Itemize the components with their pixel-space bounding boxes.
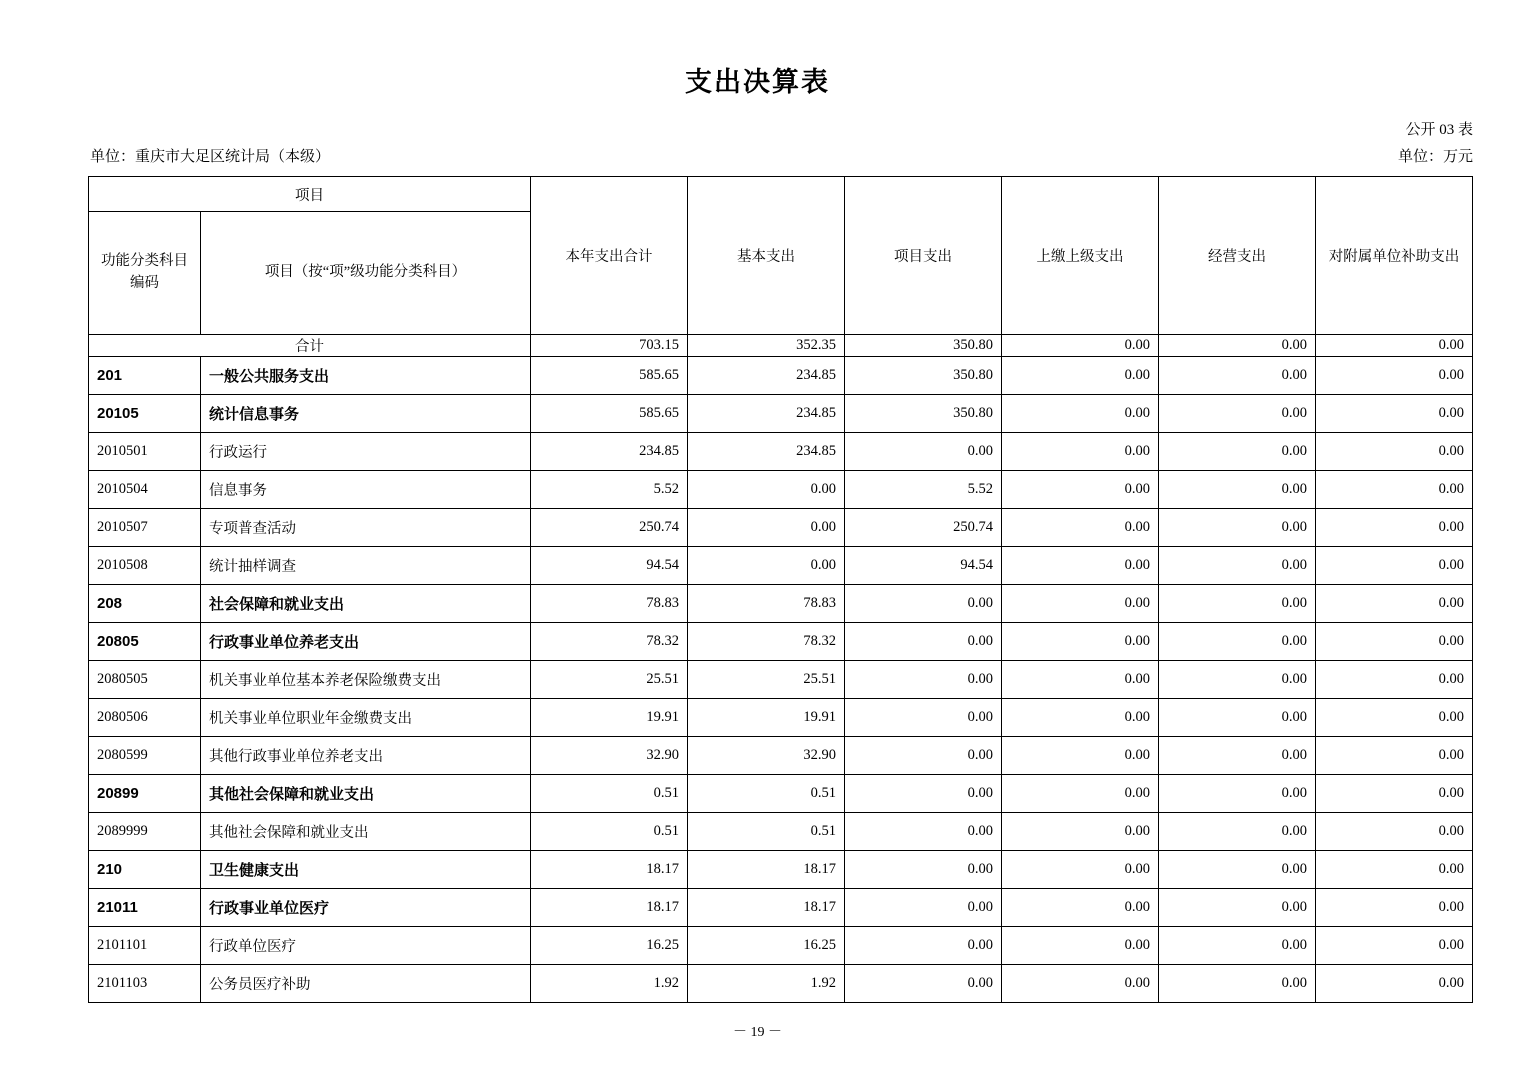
row-value: 0.00: [1159, 509, 1316, 547]
table-row: [89, 547, 1473, 585]
row-code: 2010507: [89, 509, 201, 547]
header-col-code-line1: 功能分类科目: [101, 253, 188, 270]
row-value: 78.32: [688, 623, 845, 661]
row-value: 0.00: [845, 775, 1002, 813]
table-row: [89, 775, 1473, 813]
header-col-code-line2: 编码: [130, 275, 159, 291]
row-value: 0.00: [1002, 851, 1159, 889]
row-value: 0.00: [1316, 737, 1473, 775]
row-code: 20805: [89, 623, 201, 661]
row-value: 0.00: [845, 737, 1002, 775]
row-value: 250.74: [845, 509, 1002, 547]
row-value: 0.00: [1316, 851, 1473, 889]
row-value: 78.83: [688, 585, 845, 623]
row-value: 18.17: [688, 851, 845, 889]
total-value: 0.00: [1316, 335, 1473, 357]
row-name: 机关事业单位基本养老保险缴费支出: [201, 661, 531, 699]
row-value: 0.00: [1002, 775, 1159, 813]
row-value: 78.83: [531, 585, 688, 623]
row-value: 0.00: [845, 889, 1002, 927]
row-value: 18.17: [688, 889, 845, 927]
row-value: 0.00: [1002, 623, 1159, 661]
total-value: 0.00: [1002, 335, 1159, 357]
row-code: 208: [89, 585, 201, 623]
table-row: [89, 471, 1473, 509]
row-value: 0.00: [688, 509, 845, 547]
row-value: 0.00: [1002, 965, 1159, 1003]
table-body: [89, 335, 1473, 1003]
row-code: 2080599: [89, 737, 201, 775]
row-name: 行政运行: [201, 433, 531, 471]
total-value: 0.00: [1159, 335, 1316, 357]
row-value: 0.00: [1316, 509, 1473, 547]
row-value: 5.52: [531, 471, 688, 509]
row-value: 0.00: [845, 699, 1002, 737]
row-value: 0.00: [688, 471, 845, 509]
row-value: 0.00: [1002, 813, 1159, 851]
total-label: 合计: [89, 335, 531, 357]
row-name: 统计抽样调查: [201, 547, 531, 585]
unit-label: 单位：重庆市大足区统计局（本级）: [90, 149, 331, 165]
row-value: 32.90: [688, 737, 845, 775]
row-value: 0.00: [1159, 547, 1316, 585]
row-value: 25.51: [688, 661, 845, 699]
row-value: 0.51: [531, 813, 688, 851]
header-col-code: [89, 212, 201, 335]
table-row: [89, 965, 1473, 1003]
row-value: 350.80: [845, 395, 1002, 433]
table-row: [89, 699, 1473, 737]
row-value: 94.54: [531, 547, 688, 585]
row-value: 0.00: [1159, 699, 1316, 737]
table-row: [89, 509, 1473, 547]
row-value: 0.00: [1316, 927, 1473, 965]
row-code: 2010508: [89, 547, 201, 585]
table-row: [89, 813, 1473, 851]
row-value: 16.25: [688, 927, 845, 965]
table-row: [89, 585, 1473, 623]
header-col-subsidy: 对附属单位补助支出: [1316, 177, 1473, 335]
header-col-project: 项目支出: [845, 177, 1002, 335]
table-row: [89, 623, 1473, 661]
table-head: [89, 177, 1473, 335]
row-value: 5.52: [845, 471, 1002, 509]
row-code: 2101103: [89, 965, 201, 1003]
row-value: 0.00: [1316, 775, 1473, 813]
row-name: 公务员医疗补助: [201, 965, 531, 1003]
row-value: 0.00: [845, 433, 1002, 471]
row-value: 0.00: [1159, 471, 1316, 509]
table-row: [89, 395, 1473, 433]
row-value: 1.92: [688, 965, 845, 1003]
row-value: 0.00: [1159, 889, 1316, 927]
row-value: 94.54: [845, 547, 1002, 585]
row-value: 0.00: [1159, 623, 1316, 661]
row-name: 其他社会保障和就业支出: [201, 813, 531, 851]
row-value: 0.00: [1316, 965, 1473, 1003]
total-value: 352.35: [688, 335, 845, 357]
row-value: 0.51: [531, 775, 688, 813]
row-value: 0.00: [1316, 623, 1473, 661]
row-value: 234.85: [531, 433, 688, 471]
row-value: 78.32: [531, 623, 688, 661]
header-col-name: 项目（按“项”级功能分类科目）: [201, 212, 531, 335]
table-row: [89, 927, 1473, 965]
row-value: 0.00: [1159, 737, 1316, 775]
table-row: [89, 433, 1473, 471]
row-value: 0.00: [1159, 965, 1316, 1003]
row-value: 32.90: [531, 737, 688, 775]
row-value: 234.85: [688, 357, 845, 395]
row-value: 585.65: [531, 395, 688, 433]
header-col-total: 本年支出合计: [531, 177, 688, 335]
row-name: 卫生健康支出: [201, 851, 531, 889]
row-value: 25.51: [531, 661, 688, 699]
page-title: 支出决算表: [685, 67, 830, 97]
row-value: 0.00: [1002, 737, 1159, 775]
row-value: 0.00: [845, 813, 1002, 851]
row-name: 行政单位医疗: [201, 927, 531, 965]
row-value: 19.91: [688, 699, 845, 737]
row-value: 0.00: [845, 585, 1002, 623]
row-value: 350.80: [845, 357, 1002, 395]
row-value: 0.00: [1159, 813, 1316, 851]
row-value: 0.00: [1316, 547, 1473, 585]
row-value: 234.85: [688, 433, 845, 471]
row-value: 0.00: [1159, 395, 1316, 433]
row-code: 2080505: [89, 661, 201, 699]
row-value: 234.85: [688, 395, 845, 433]
row-value: 0.00: [1316, 433, 1473, 471]
row-value: 0.00: [845, 661, 1002, 699]
table-row: [89, 851, 1473, 889]
table-row: [89, 737, 1473, 775]
row-name: 信息事务: [201, 471, 531, 509]
expenditure-table: [88, 176, 1473, 1003]
row-value: 0.00: [1002, 395, 1159, 433]
row-value: 0.00: [1316, 699, 1473, 737]
row-value: 16.25: [531, 927, 688, 965]
total-value: 703.15: [531, 335, 688, 357]
row-value: 0.00: [1002, 509, 1159, 547]
row-value: 0.00: [1002, 471, 1159, 509]
row-value: 0.00: [1159, 661, 1316, 699]
row-code: 21011: [89, 889, 201, 927]
row-code: 2010504: [89, 471, 201, 509]
row-value: 0.00: [1316, 395, 1473, 433]
row-value: 0.00: [1159, 775, 1316, 813]
table-row: [89, 661, 1473, 699]
row-value: 0.00: [1316, 813, 1473, 851]
row-value: 0.00: [1316, 585, 1473, 623]
row-name: 行政事业单位医疗: [201, 889, 531, 927]
row-value: 19.91: [531, 699, 688, 737]
row-code: 201: [89, 357, 201, 395]
row-value: 0.00: [1002, 699, 1159, 737]
row-value: 0.00: [1316, 357, 1473, 395]
row-value: 0.00: [1316, 889, 1473, 927]
row-value: 0.00: [845, 965, 1002, 1003]
row-code: 20899: [89, 775, 201, 813]
row-value: 0.00: [1159, 357, 1316, 395]
header-group-item: 项目: [89, 177, 531, 212]
row-name: 专项普查活动: [201, 509, 531, 547]
row-name: 其他行政事业单位养老支出: [201, 737, 531, 775]
table-header-row-1: [89, 177, 1473, 212]
table-row: [89, 889, 1473, 927]
table-row: [89, 357, 1473, 395]
row-name: 一般公共服务支出: [201, 357, 531, 395]
page-number: － 19 －: [733, 1025, 782, 1040]
row-value: 0.00: [1159, 927, 1316, 965]
row-value: 585.65: [531, 357, 688, 395]
row-value: 0.51: [688, 775, 845, 813]
row-value: 0.00: [1002, 433, 1159, 471]
row-value: 18.17: [531, 851, 688, 889]
row-name: 社会保障和就业支出: [201, 585, 531, 623]
row-value: 0.51: [688, 813, 845, 851]
total-value: 350.80: [845, 335, 1002, 357]
row-value: 0.00: [1159, 585, 1316, 623]
row-value: 0.00: [845, 851, 1002, 889]
row-name: 统计信息事务: [201, 395, 531, 433]
row-value: 0.00: [688, 547, 845, 585]
row-value: 1.92: [531, 965, 688, 1003]
row-value: 0.00: [1316, 471, 1473, 509]
row-name: 行政事业单位养老支出: [201, 623, 531, 661]
row-value: 0.00: [845, 623, 1002, 661]
table-row-total: [89, 335, 1473, 357]
row-value: 0.00: [1002, 889, 1159, 927]
row-code: 210: [89, 851, 201, 889]
row-value: 0.00: [1002, 661, 1159, 699]
amount-unit-label: 单位：万元: [1397, 149, 1473, 165]
row-code: 2101101: [89, 927, 201, 965]
form-number: 公开 03 表: [1405, 122, 1473, 138]
row-code: 20105: [89, 395, 201, 433]
row-name: 其他社会保障和就业支出: [201, 775, 531, 813]
row-value: 0.00: [1002, 357, 1159, 395]
row-value: 0.00: [1159, 851, 1316, 889]
row-value: 18.17: [531, 889, 688, 927]
row-value: 0.00: [1159, 433, 1316, 471]
header-col-upper: 上缴上级支出: [1002, 177, 1159, 335]
header-col-operating: 经营支出: [1159, 177, 1316, 335]
row-value: 0.00: [1002, 547, 1159, 585]
row-code: 2010501: [89, 433, 201, 471]
row-code: 2089999: [89, 813, 201, 851]
row-name: 机关事业单位职业年金缴费支出: [201, 699, 531, 737]
header-col-basic: 基本支出: [688, 177, 845, 335]
row-value: 0.00: [845, 927, 1002, 965]
row-code: 2080506: [89, 699, 201, 737]
row-value: 250.74: [531, 509, 688, 547]
row-value: 0.00: [1002, 585, 1159, 623]
row-value: 0.00: [1002, 927, 1159, 965]
row-value: 0.00: [1316, 661, 1473, 699]
